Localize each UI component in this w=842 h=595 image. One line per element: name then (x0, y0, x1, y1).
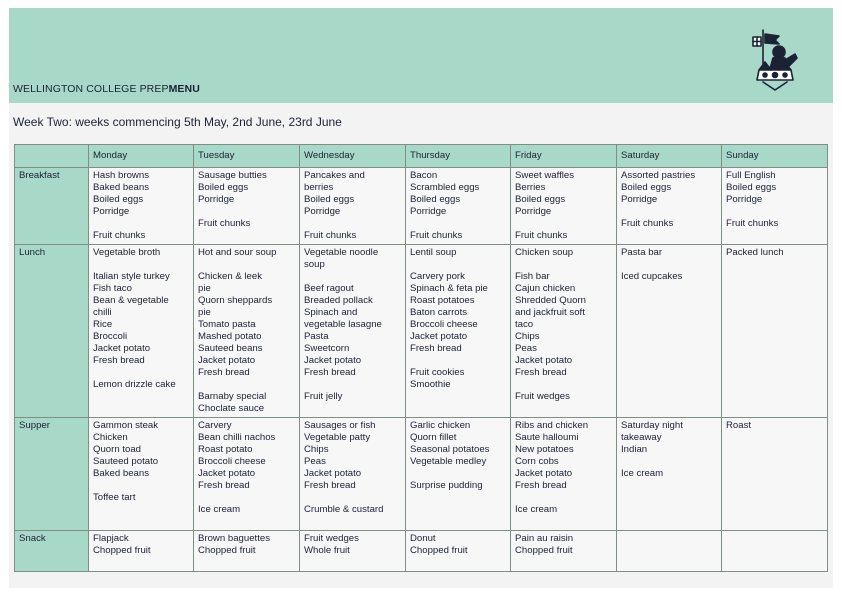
menu-cell (300, 418, 406, 531)
menu-item: Fresh bread (304, 480, 356, 491)
menu-item: Hot and sour soup (198, 247, 277, 258)
menu-item: Sweet waffles (515, 170, 575, 181)
menu-item: Jacket potato (515, 468, 573, 479)
menu-cell (89, 168, 194, 245)
menu-item: Fruit cookies (410, 367, 465, 378)
menu-item: Flapjack (93, 533, 129, 544)
menu-item: Quorn toad (93, 444, 142, 455)
menu-item: Brown baguettes (198, 533, 270, 544)
day-header: Tuesday (194, 145, 300, 168)
school-crest-knight-icon (749, 28, 801, 92)
menu-item: Baked beans (93, 182, 150, 193)
menu-item: Fruit chunks (304, 230, 357, 241)
menu-item: Boiled eggs (726, 182, 777, 193)
menu-item: Jacket potato (198, 468, 256, 479)
menu-item: Porridge (410, 206, 447, 217)
menu-item (304, 379, 401, 391)
day-header: Friday (511, 145, 617, 168)
menu-item: Surprise pudding (410, 480, 483, 491)
menu-item: Boiled eggs (410, 194, 461, 205)
menu-item: soup (304, 259, 325, 270)
menu-item: Garlic chicken (410, 420, 471, 431)
menu-cell (406, 245, 511, 418)
menu-cell (722, 168, 828, 245)
menu-item: Full English (726, 170, 776, 181)
meal-label: Supper (15, 418, 89, 531)
weekly-menu-table (14, 144, 828, 572)
menu-cell (89, 418, 194, 531)
day-header: Wednesday (300, 145, 406, 168)
menu-item: takeaway (621, 432, 662, 443)
menu-item: Fresh bread (515, 367, 567, 378)
menu-item: Peas (515, 343, 537, 354)
menu-item: Boiled eggs (621, 182, 672, 193)
menu-cell (617, 418, 722, 531)
menu-item: Vegetable broth (93, 247, 161, 258)
menu-cell (406, 418, 511, 531)
menu-item: Toffee tart (93, 492, 136, 503)
menu-item (515, 492, 612, 504)
header-banner (9, 8, 833, 103)
menu-item: Pancakes and (304, 170, 365, 181)
menu-item (515, 379, 612, 391)
menu-item: Chopped fruit (198, 545, 256, 556)
menu-item (93, 218, 189, 230)
menu-item: Spinach and (304, 307, 358, 318)
menu-item: Chicken soup (515, 247, 574, 258)
menu-page (9, 8, 833, 588)
menu-item: Ice cream (621, 468, 664, 479)
day-header: Saturday (617, 145, 722, 168)
menu-item: New potatoes (515, 444, 574, 455)
menu-item (93, 480, 189, 492)
menu-cell (617, 168, 722, 245)
menu-item (198, 492, 295, 504)
menu-item: Jacket potato (410, 331, 468, 342)
menu-item: Tomato pasta (198, 319, 256, 330)
menu-item: Porridge (726, 194, 763, 205)
menu-item: Smoothie (410, 379, 451, 390)
menu-cell (406, 531, 511, 572)
menu-item (726, 206, 823, 218)
menu-cell (89, 531, 194, 572)
menu-item: Fruit chunks (93, 230, 146, 241)
menu-item (304, 218, 401, 230)
menu-item: Seasonal potatoes (410, 444, 490, 455)
menu-item: Peas (304, 456, 326, 467)
day-header: Sunday (722, 145, 828, 168)
menu-item: Whole fruit (304, 545, 350, 556)
menu-item: Rice (93, 319, 113, 330)
menu-item: Chips (515, 331, 540, 342)
menu-cell (194, 418, 300, 531)
menu-item (410, 259, 506, 271)
menu-item: Iced cupcakes (621, 271, 683, 282)
menu-item: Pasta (304, 331, 329, 342)
menu-item: Fruit chunks (621, 218, 674, 229)
meal-label: Lunch (15, 245, 89, 418)
menu-item: Baton carrots (410, 307, 468, 318)
menu-item: Packed lunch (726, 247, 784, 258)
menu-cell (511, 245, 617, 418)
menu-cell (300, 245, 406, 418)
school-name: WELLINGTON COLLEGE PREP (13, 83, 169, 95)
menu-item: Breaded pollack (304, 295, 373, 306)
menu-cell (722, 245, 828, 418)
menu-item: Barnaby special (198, 391, 267, 402)
menu-item: Spinach & feta pie (410, 283, 488, 294)
menu-cell (722, 418, 828, 531)
menu-cell (89, 245, 194, 418)
menu-item (410, 218, 506, 230)
menu-item: Bean chilli nachos (198, 432, 276, 443)
menu-item: Sausage butties (198, 170, 267, 181)
menu-item: Vegetable medley (410, 456, 487, 467)
menu-item: Chopped fruit (515, 545, 573, 556)
menu-item: Saute halloumi (515, 432, 579, 443)
menu-item: Fruit jelly (304, 391, 343, 402)
menu-item: Carvery pork (410, 271, 465, 282)
menu-item: Corn cobs (515, 456, 559, 467)
menu-item: Fruit chunks (410, 230, 463, 241)
menu-item: Jacket potato (304, 468, 362, 479)
menu-item: taco (515, 319, 534, 330)
menu-item: Fresh bread (198, 367, 250, 378)
menu-item: Boiled eggs (93, 194, 144, 205)
menu-item: Broccoli cheese (198, 456, 266, 467)
menu-cell (406, 168, 511, 245)
menu-item: Saturday night (621, 420, 683, 431)
menu-item (93, 367, 189, 379)
menu-item: Scrambled eggs (410, 182, 480, 193)
menu-item: Pain au raisin (515, 533, 574, 544)
menu-item: Berries (515, 182, 546, 193)
menu-item: Chicken (93, 432, 128, 443)
menu-item: Porridge (304, 206, 341, 217)
menu-item: Vegetable patty (304, 432, 371, 443)
menu-item: Beef ragout (304, 283, 354, 294)
table-header-row (15, 145, 828, 168)
menu-item: Cajun chicken (515, 283, 576, 294)
menu-item: Crumble & custard (304, 504, 384, 515)
header-corner-cell (15, 145, 89, 168)
menu-item: Fresh bread (410, 343, 462, 354)
menu-item: Fruit chunks (198, 218, 251, 229)
menu-item: Lemon drizzle cake (93, 379, 176, 390)
menu-item (410, 355, 506, 367)
menu-item: Bean & vegetable (93, 295, 169, 306)
menu-item: Chopped fruit (410, 545, 468, 556)
menu-cell (300, 531, 406, 572)
menu-cell (194, 531, 300, 572)
menu-item: Porridge (621, 194, 658, 205)
menu-item (198, 206, 295, 218)
menu-item (621, 259, 717, 271)
menu-item (93, 259, 189, 271)
menu-item: Fish bar (515, 271, 550, 282)
menu-item: Jacket potato (198, 355, 256, 366)
menu-table-body (15, 168, 828, 572)
menu-item: pie (198, 283, 211, 294)
meal-label: Snack (15, 531, 89, 572)
menu-item: Roast potatoes (410, 295, 475, 306)
menu-cell (617, 245, 722, 418)
menu-item: Sausages or fish (304, 420, 376, 431)
menu-item: Porridge (93, 206, 130, 217)
table-row (15, 531, 828, 572)
menu-item (621, 456, 717, 468)
menu-item: Fruit chunks (515, 230, 568, 241)
menu-item: Chips (304, 444, 329, 455)
menu-item: Italian style turkey (93, 271, 170, 282)
menu-item: Vegetable noodle (304, 247, 379, 258)
menu-item (515, 218, 612, 230)
menu-item: pie (198, 307, 211, 318)
menu-item (621, 206, 717, 218)
menu-item (198, 379, 295, 391)
menu-item: Sweetcorn (304, 343, 350, 354)
menu-cell (722, 531, 828, 572)
day-header: Thursday (406, 145, 511, 168)
menu-item: Roast potato (198, 444, 253, 455)
menu-item: Pasta bar (621, 247, 663, 258)
menu-item (198, 259, 295, 271)
menu-item: Bacon (410, 170, 438, 181)
menu-item: Fruit wedges (304, 533, 359, 544)
menu-item: Broccoli (93, 331, 128, 342)
menu-item: Fish taco (93, 283, 132, 294)
menu-item: Quorn fillet (410, 432, 457, 443)
menu-item: Shredded Quorn (515, 295, 586, 306)
menu-item: Chopped fruit (93, 545, 151, 556)
table-row (15, 418, 828, 531)
menu-item: Ice cream (198, 504, 241, 515)
menu-item: Donut (410, 533, 436, 544)
menu-item: vegetable lasagne (304, 319, 382, 330)
menu-item: Lentil soup (410, 247, 457, 258)
menu-item: Broccoli cheese (410, 319, 478, 330)
menu-item: Quorn sheppards (198, 295, 273, 306)
menu-item: Hash browns (93, 170, 149, 181)
menu-item (304, 492, 401, 504)
day-header: Monday (89, 145, 194, 168)
menu-item: and jackfruit soft (515, 307, 585, 318)
menu-item: Porridge (198, 194, 235, 205)
menu-item: Indian (621, 444, 648, 455)
menu-item: Fresh bread (515, 480, 567, 491)
menu-item: Fresh bread (93, 355, 145, 366)
menu-cell (194, 245, 300, 418)
menu-cell (511, 531, 617, 572)
menu-item: Porridge (515, 206, 552, 217)
menu-item: Baked beans (93, 468, 150, 479)
menu-item: Gammon steak (93, 420, 159, 431)
menu-item: Fresh bread (304, 367, 356, 378)
menu-cell (300, 168, 406, 245)
menu-item: Jacket potato (515, 355, 573, 366)
menu-item (515, 259, 612, 271)
menu-item: Boiled eggs (304, 194, 355, 205)
menu-item: Sauteed beans (198, 343, 263, 354)
menu-item: Jacket potato (304, 355, 362, 366)
menu-item: Boiled eggs (515, 194, 566, 205)
menu-item: Fresh bread (198, 480, 250, 491)
brand-title (13, 83, 200, 95)
menu-item (304, 271, 401, 283)
menu-item: chilli (93, 307, 112, 318)
menu-cell (511, 418, 617, 531)
menu-cell (194, 168, 300, 245)
table-row (15, 168, 828, 245)
menu-item: Jacket potato (93, 343, 151, 354)
menu-word: MENU (168, 83, 200, 95)
menu-item: Carvery (198, 420, 232, 431)
menu-item: Choclate sauce (198, 403, 265, 414)
menu-item: Fruit chunks (726, 218, 779, 229)
menu-item: Assorted pastries (621, 170, 696, 181)
menu-item: Boiled eggs (198, 182, 249, 193)
menu-item: Fruit wedges (515, 391, 570, 402)
menu-item: Ribs and chicken (515, 420, 589, 431)
menu-item: berries (304, 182, 334, 193)
menu-subtitle: Week Two: weeks commencing 5th May, 2nd June, 23rd June (13, 115, 342, 129)
menu-item: Chicken & leek (198, 271, 262, 282)
menu-item: Ice cream (515, 504, 558, 515)
menu-cell (617, 531, 722, 572)
menu-item (410, 468, 506, 480)
table-row (15, 245, 828, 418)
meal-label: Breakfast (15, 168, 89, 245)
menu-cell (511, 168, 617, 245)
menu-item: Roast (726, 420, 752, 431)
menu-item: Sauteed potato (93, 456, 159, 467)
menu-item: Mashed potato (198, 331, 262, 342)
